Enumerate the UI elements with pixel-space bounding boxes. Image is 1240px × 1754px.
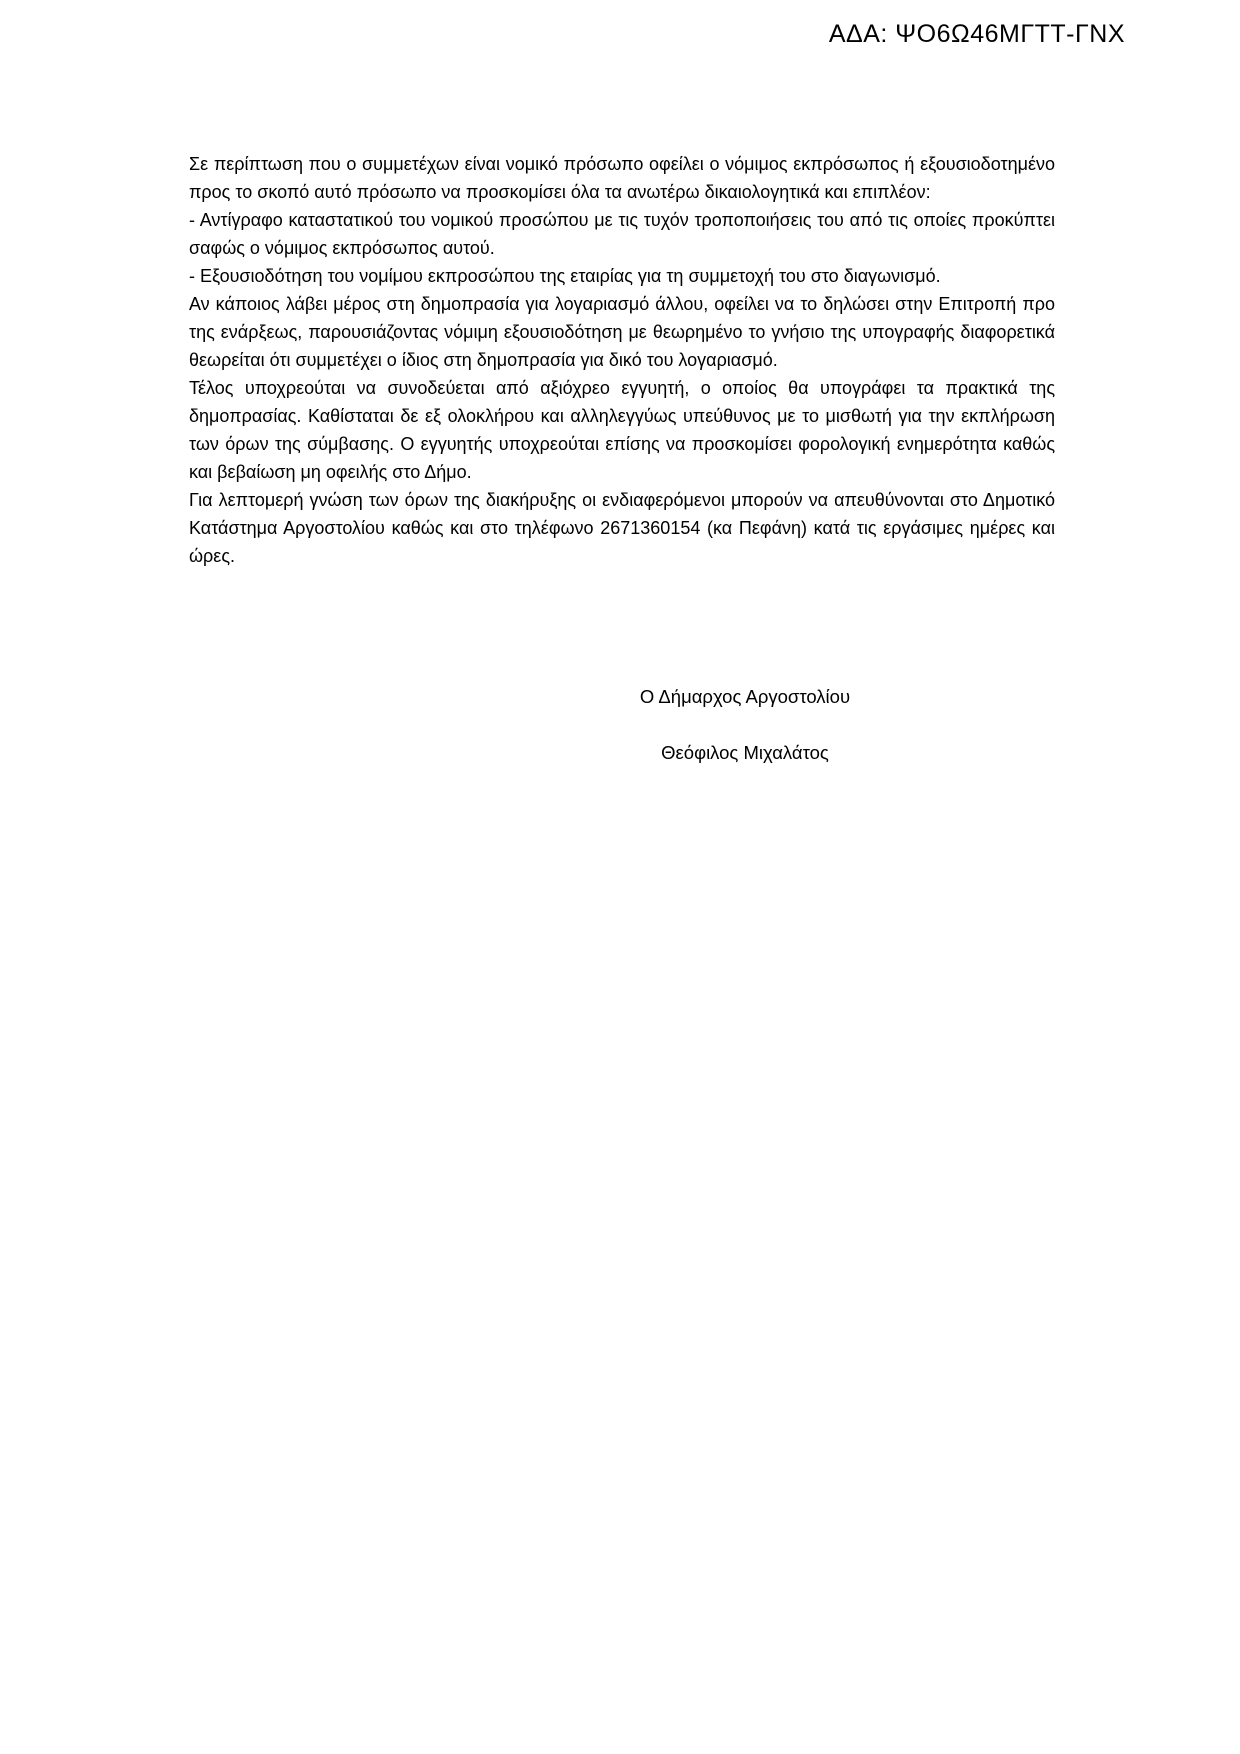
document-body (189, 150, 1055, 570)
paragraph-legal-entity: Σε περίπτωση που ο συμμετέχων είναι νομικό πρόσωπο οφείλει ο νόμιμος εκπρόσωπος ή εξουσιοδοτημένο προς το σκοπό αυτό πρόσωπο να προσκομίσει όλα τα ανωτέρω δικαιολογητικά και επιπλέον: (189, 154, 1055, 202)
paragraph-contact-info: Για λεπτομερή γνώση των όρων της διακήρυξης οι ενδιαφερόμενοι μπορούν να απευθύνονται στο Δημοτικό Κατάστημα Αργοστολίου καθώς και στο τηλέφωνο 2671360154 (κα Πεφάνη) κατά τις εργάσιμες ημέρες και ώρες. (189, 490, 1055, 566)
signature-name: Θεόφιλος Μιχαλάτος (661, 742, 829, 763)
signature-title: Ο Δήμαρχος Αργοστολίου (639, 686, 851, 707)
paragraph-proxy-bidding: Αν κάποιος λάβει μέρος στη δημοπρασία για λογαριασμό άλλου, οφείλει να το δηλώσει στην Επιτροπή προ της ενάρξεως, παρουσιάζοντας νόμιμη εξουσιοδότηση με θεωρημένο το γνήσιο της υπογραφής διαφορετικά θεωρείται ότι συμμετέχει ο ίδιος στη δημοπρασία για δικό του λογαριασμό. (189, 294, 1055, 370)
paragraph-authorization: - Εξουσιοδότηση του νομίμου εκπροσώπου της εταιρίας για τη συμμετοχή του στο διαγωνισμό. (189, 266, 941, 286)
ada-code: ΑΔΑ: ΨΟ6Ω46ΜΓΤΤ-ΓΝΧ (828, 20, 1125, 48)
paragraph-articles-copy: - Αντίγραφο καταστατικού του νομικού προσώπου με τις τυχόν τροποποιήσεις του από τις οποίες προκύπτει σαφώς ο νόμιμος εκπρόσωπος αυτού. (189, 210, 1055, 258)
paragraph-guarantor: Τέλος υποχρεούται να συνοδεύεται από αξιόχρεο εγγυητή, ο οποίος θα υπογράφει τα πρακτικά της δημοπρασίας. Καθίσταται δε εξ ολοκλήρου και αλληλεγγύως υπεύθυνος με το μισθωτή για την εκπλήρωση των όρων της σύμβασης. Ο εγγυητής υποχρεούται επίσης να προσκομίσει φορολογική ενημερότητα καθώς και βεβαίωση μη οφειλής στο Δήμο. (189, 378, 1055, 482)
